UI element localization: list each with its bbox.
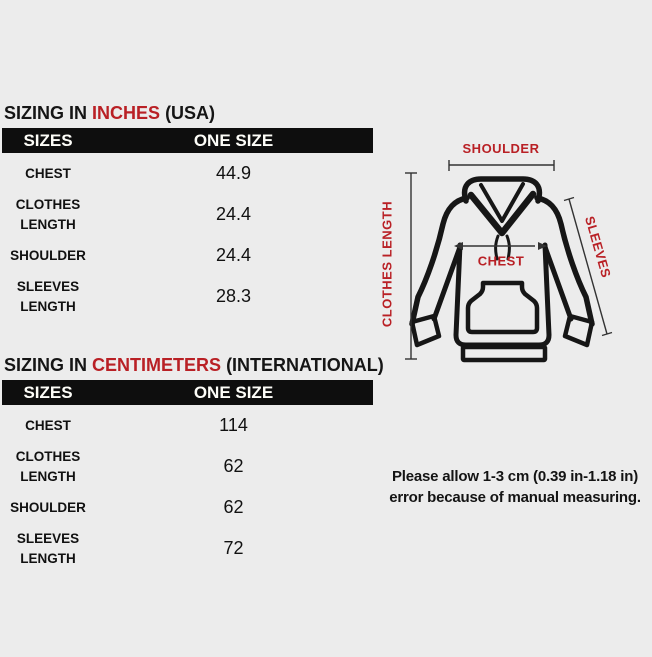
diagram-label-sleeves: SLEEVES	[582, 214, 614, 280]
title-prefix: SIZING IN	[4, 355, 88, 375]
table-header	[2, 380, 373, 405]
hoodie-measurement-diagram	[370, 135, 652, 370]
row-label: SLEEVES LENGTH	[16, 278, 80, 314]
row-label: SLEEVES LENGTH	[16, 530, 80, 566]
row-value: 114	[219, 415, 248, 435]
table-title-centimeters	[4, 353, 384, 377]
row-value: 62	[223, 497, 244, 517]
title-unit-highlight: INCHES	[92, 103, 161, 123]
table-row	[2, 487, 373, 528]
hoodie-line-drawing-icon	[370, 135, 652, 370]
measuring-error-note	[378, 466, 652, 508]
row-label: SHOULDER	[10, 499, 86, 515]
table-row	[2, 194, 373, 235]
column-header-sizes: SIZES	[23, 130, 73, 150]
table-row	[2, 446, 373, 487]
table-row	[2, 528, 373, 569]
row-value: 62	[223, 456, 244, 476]
diagram-label-chest: CHEST	[477, 253, 525, 269]
note-line-2: error because of manual measuring.	[389, 489, 641, 506]
table-body	[2, 405, 373, 569]
sizing-table-centimeters	[2, 353, 384, 569]
sizing-table-inches	[2, 101, 373, 317]
title-region: (INTERNATIONAL)	[226, 355, 384, 375]
row-label: SHOULDER	[10, 247, 86, 263]
table-row	[2, 405, 373, 446]
row-label: CHEST	[25, 165, 71, 181]
row-value: 44.9	[215, 163, 252, 183]
table-row	[2, 153, 373, 194]
table-header	[2, 128, 373, 153]
column-header-one-size: ONE SIZE	[193, 130, 274, 150]
row-value: 24.4	[215, 245, 252, 265]
title-unit-highlight: CENTIMETERS	[92, 355, 222, 375]
title-region: (USA)	[165, 103, 216, 123]
title-prefix: SIZING IN	[4, 103, 88, 123]
table-body	[2, 153, 373, 317]
row-label: CHEST	[25, 417, 71, 433]
table-row	[2, 235, 373, 276]
column-header-sizes: SIZES	[23, 382, 73, 402]
row-value: 28.3	[215, 286, 252, 306]
note-line-1: Please allow 1-3 cm (0.39 in-1.18 in)	[391, 468, 639, 485]
table-row	[2, 276, 373, 317]
row-value: 24.4	[215, 204, 252, 224]
table-title-inches	[4, 101, 373, 125]
row-label: CLOTHES LENGTH	[15, 448, 81, 484]
row-value: 72	[223, 538, 244, 558]
column-header-one-size: ONE SIZE	[193, 382, 274, 402]
row-label: CLOTHES LENGTH	[15, 196, 81, 232]
diagram-label-shoulder: SHOULDER	[462, 141, 540, 156]
diagram-label-clothes-length: CLOTHES LENGTH	[379, 200, 395, 328]
